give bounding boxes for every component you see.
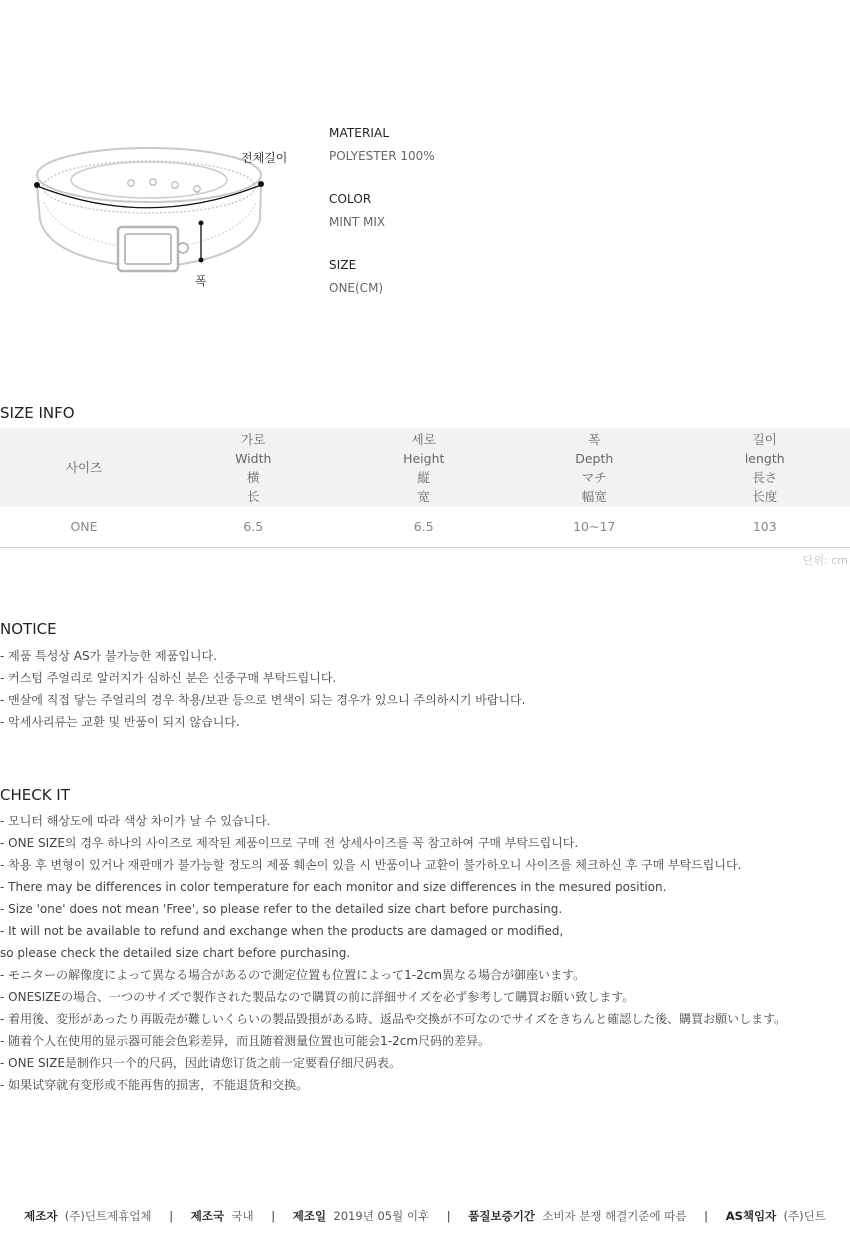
date-label: 제조일 [292,1209,327,1223]
size-table [0,428,850,548]
spec-key: COLOR [329,192,372,206]
row-depth: 10~17 [509,507,680,547]
unit-note: 단위: cm [802,554,848,567]
length-label: 전체길이 [241,151,288,165]
product-info-footer [0,1208,850,1224]
notice-title: NOTICE [0,620,57,638]
belt-diagram [20,130,320,300]
size-table-header [0,428,850,507]
spec-color [329,192,385,229]
list-item: so please check the detailed size chart before purchasing. [0,946,351,960]
list-item: - It will not be available to refund and exchange when the products are damaged or modified, [0,924,564,938]
separator: | [169,1209,174,1223]
check-it-title: CHECK IT [0,786,70,804]
list-item: - 着用後、変形があったり再販売が難しいくらいの製品毀損がある時、返品や交換が不可なのでサイズをきちんと確認した後、購買お願いします。 [0,1012,787,1026]
list-item: - ONESIZEの場合、一つのサイズで製作された製品なので購買の前に詳細サイズを必ず参考して購買お願い致します。 [0,990,635,1004]
list-item: - ONE SIZE의 경우 하나의 사이즈로 제작된 제품이므로 구매 전 상세사이즈를 꼭 참고하여 구매 부탁드립니다. [0,836,579,850]
check-it-list [0,810,850,1096]
list-item: - 커스텀 주얼리로 알러지가 심하신 분은 신중구매 부탁드립니다. [0,671,337,685]
col-en: Width [235,450,272,466]
spec-size [329,258,383,295]
col-ko: 세로 [411,431,436,447]
col-width [168,428,339,507]
notice-list [0,645,850,733]
col-depth [509,428,680,507]
col-ko: 폭 [588,431,601,447]
row-width: 6.5 [168,507,339,547]
col-zh: 宽 [417,488,430,504]
list-item: - 随着个人在使用的显示器可能会色彩差异，而且随着测量位置也可能会1-2cm尺码的差异。 [0,1034,491,1048]
separator: | [704,1209,709,1223]
col-en: Depth [575,450,614,466]
list-item: - 맨살에 직접 닿는 주얼리의 경우 착용/보관 등으로 변색이 되는 경우가 있으니 주의하시기 바랍니다. [0,693,526,707]
as-value: (주)딘트 [783,1209,826,1223]
col-ja: 縦 [417,469,430,485]
col-zh: 长度 [752,488,778,504]
spec-value: ONE(CM) [329,281,384,295]
list-item: - 如果试穿就有变形或不能再售的损害，不能退货和交换。 [0,1078,309,1092]
col-ja: マチ [581,469,607,485]
list-item: - 모니터 해상도에 따라 색상 차이가 날 수 있습니다. [0,814,271,828]
size-header-label: 사이즈 [65,460,103,475]
country-value: 국내 [231,1209,254,1223]
col-zh: 幅宽 [581,488,607,504]
col-en: Height [403,450,445,466]
spec-material [329,126,435,163]
maker-label: 제조자 [24,1209,58,1223]
width-label: 폭 [195,274,207,288]
list-item: - 제품 특성상 AS가 불가능한 제품입니다. [0,649,217,663]
col-ja: 長さ [752,469,778,485]
list-item: - ONE SIZE是制作只一个的尺码，因此请您订货之前一定要看仔细尺码表。 [0,1056,401,1070]
col-ko: 가로 [241,431,266,447]
col-ja: 横 [246,469,260,485]
row-length: 103 [680,507,850,547]
warranty-label: 품질보증기간 [468,1209,535,1223]
col-en: length [744,450,785,466]
list-item: - モニターの解像度によって異なる場合があるので測定位置も位置によって1-2cm異なる場合が御座います。 [0,968,586,982]
row-height: 6.5 [339,507,510,547]
col-zh: 长 [246,488,260,504]
spec-value: POLYESTER 100% [329,149,435,163]
col-length [680,428,850,507]
separator: | [446,1209,451,1223]
table-row [0,507,850,547]
list-item: - 착용 후 변형이 있거나 재판매가 불가능할 정도의 제품 훼손이 있을 시 반품이나 교환이 불가하오니 사이즈를 체크하신 후 구매 부탁드립니다. [0,858,742,872]
separator: | [271,1209,276,1223]
size-info-title: SIZE INFO [0,404,75,422]
list-item: - There may be differences in color temperature for each monitor and size differences in the mesured position. [0,880,667,894]
list-item: - 악세사리류는 교환 및 반품이 되지 않습니다. [0,715,240,729]
col-height [339,428,510,507]
spec-key: SIZE [329,258,357,272]
date-value: 2019년 05월 이후 [333,1209,430,1223]
col-ko: 길이 [752,431,777,447]
spec-key: MATERIAL [329,126,390,140]
as-label: AS책임자 [725,1209,777,1223]
maker-value: (주)딘트제휴업체 [64,1209,152,1223]
row-size: ONE [0,507,168,547]
warranty-value: 소비자 분쟁 해결기준에 따름 [542,1209,687,1223]
spec-value: MINT MIX [329,215,386,229]
list-item: - Size 'one' does not mean 'Free', so please refer to the detailed size chart before purchasing. [0,902,563,916]
country-label: 제조국 [190,1209,225,1223]
